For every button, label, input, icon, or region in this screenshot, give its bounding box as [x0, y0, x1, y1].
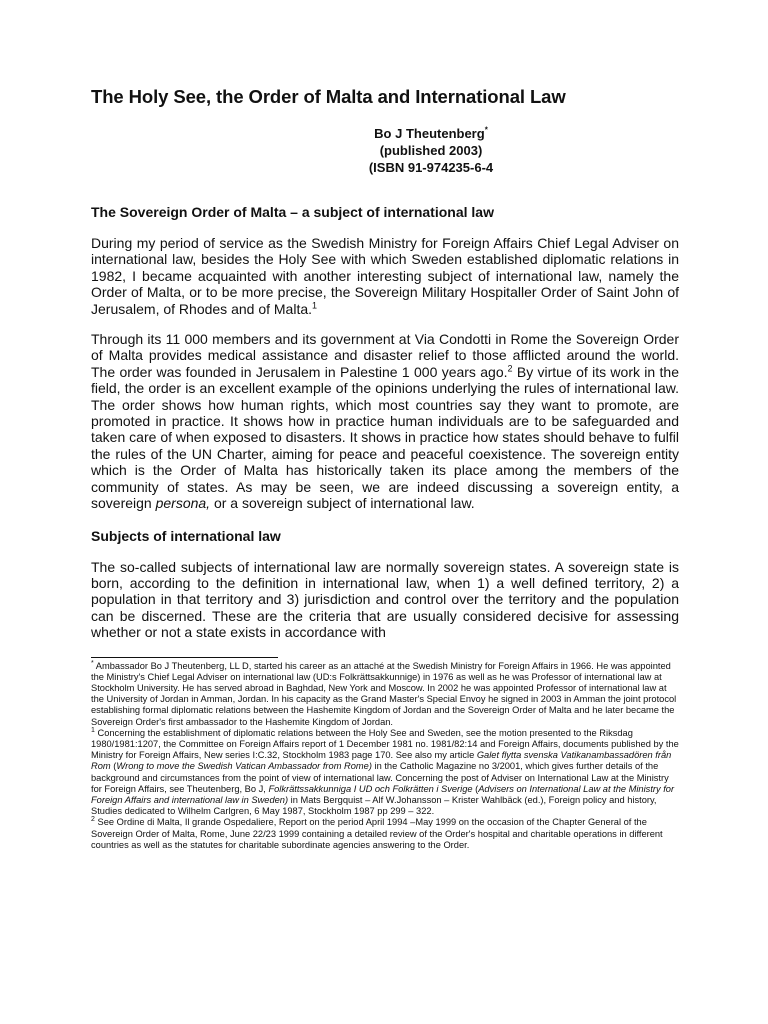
- footnote-1: $^1$ Concerning the establishment of diplomatic relations between the Holy See and Sweden, see the motion presented to the Riksdag 1980/1981:1207, the Committee on Foreign Affairs report of 1 December 1981 no. 1981/82:14 and Foreign Affairs, documents published by the Ministry for Foreign Affairs, New series I:C.32, Stockholm 1983 page 170. See also my article Galet flytta svenska Vatikanambassadören från Rom (Wrong to move the Swedish Vatican Ambassador from Rome) in the Catholic Magazine no 3/2001, which gives further details of the background and circumstances from the point of view of international law. Concerning the post of Adviser on International Law at the Ministry for Foreign Affairs, see Theutenberg, Bo J, Folkrättssakkunniga I UD och Folkrätten i Sverige (Advisers on International Law at the Ministry for Foreign Affairs and international law in Sweden) in Mats Bergquist – Alf W.Johansson – Krister Wahlbäck (ed.), Foreign policy and history, Studies dedicated to Wilhelm Carlgren, 6 May 1987, Stockholm 1987 pp 299 – 322.: [91, 726, 679, 817]
- byline: [91, 125, 679, 176]
- published-line: (published 2003): [379, 143, 483, 158]
- paragraph-subjects: The so-called subjects of international law are normally sovereign states. A sovereign state is born, according to the definition in international law, when 1) a well defined territory, 2) a population in that territory and 3) jurisdiction and control over the territory and the population can be discerned. These are the criteria that are usually considered decisive for assessing whether or not a state exists in accordance with: [91, 558, 679, 641]
- footnote-star: * Ambassador Bo J Theutenberg, LL D, started his career as an attaché at the Swedish Ministry for Foreign Affairs in 1966. He was appointed the Ministry's Chief Legal Adviser on international law (UD:s Folkrättsakkunnige) in 1976 as well as he was Professor of international law at Stockholm University. He has served abroad in Baghdad, New York and Moscow. In 2002 he was appointed Professor of international law at the University of Jordan in Amman, Jordan. In his capacity as the Grand Master's Special Envoy he signed in 2003 in Amman the joint protocol establishing formal diplomatic relations between the Hashemite Kingdom of Jordan and the Sovereign Order of Malta and he later became the Sovereign Order's first ambassador to the Hashemite Kingdom of Jordan.: [91, 659, 677, 727]
- section-heading-order-of-malta: The Sovereign Order of Malta – a subject of international law: [91, 204, 494, 220]
- footnote-2: $^2$ See Ordine di Malta, Il grande Ospedaliere, Report on the period April 1994 –May 1999 on the occasion of the Chapter General of the Sovereign Order of Malta, Rome, June 22/23 1999 containing a detailed review of the Order's hospital and charitable operations in different countries as well as the statutes for charitable subordinate agencies answering to the Order.: [91, 816, 663, 850]
- footnote-ref-2: 2: [507, 363, 513, 374]
- isbn-line: (ISBN 91-974235-6-4: [368, 160, 494, 175]
- footnote-separator: [91, 657, 278, 658]
- author-footnote-marker: *: [484, 125, 488, 135]
- author-name: Bo J Theutenberg: [374, 126, 485, 141]
- document-page: [91, 84, 679, 851]
- paragraph-service: During my period of service as the Swedish Ministry for Foreign Affairs Chief Legal Adviser on international law, besides the Holy See with which Sweden established diplomatic relations in 1982, I became acquainted with another interesting subject of international law, namely the Order of Malta, or to be more precise, the Sovereign Military Hospitaller Order of Saint John of Jerusalem, of Rhodes and of Malta.$^1$: [91, 235, 679, 317]
- section-heading-subjects: Subjects of international law: [91, 527, 281, 544]
- footnote-ref-1: 1: [312, 299, 318, 310]
- document-title: The Holy See, the Order of Malta and International Law: [91, 86, 566, 107]
- footnotes: [91, 661, 679, 851]
- paragraph-members: Through its 11 000 members and its government at Via Condotti in Rome the Sovereign Order of Malta provides medical assistance and disaster relief to those afflicted around the world. The order was founded in Jerusalem in Palestine 1 000 years ago.$^2$ By virtue of its work in the field, the order is an excellent example of the opinions underlying the rules of international law. The order shows how human rights, which most countries say they want to promote, are promoted in practice. It shows how in practice human individuals are to be safeguarded and taken care of when exposed to disasters. It shows in practice how states should behave to fulfil the rules of the UN Charter, aiming for peace and peaceful coexistence. The sovereign entity which is the Order of Malta has historically taken its place among the members of the community of states. As may be seen, we are indeed discussing a sovereign entity, a sovereign persona, or a sovereign subject of international law.: [91, 331, 679, 512]
- author-line: [183, 125, 679, 142]
